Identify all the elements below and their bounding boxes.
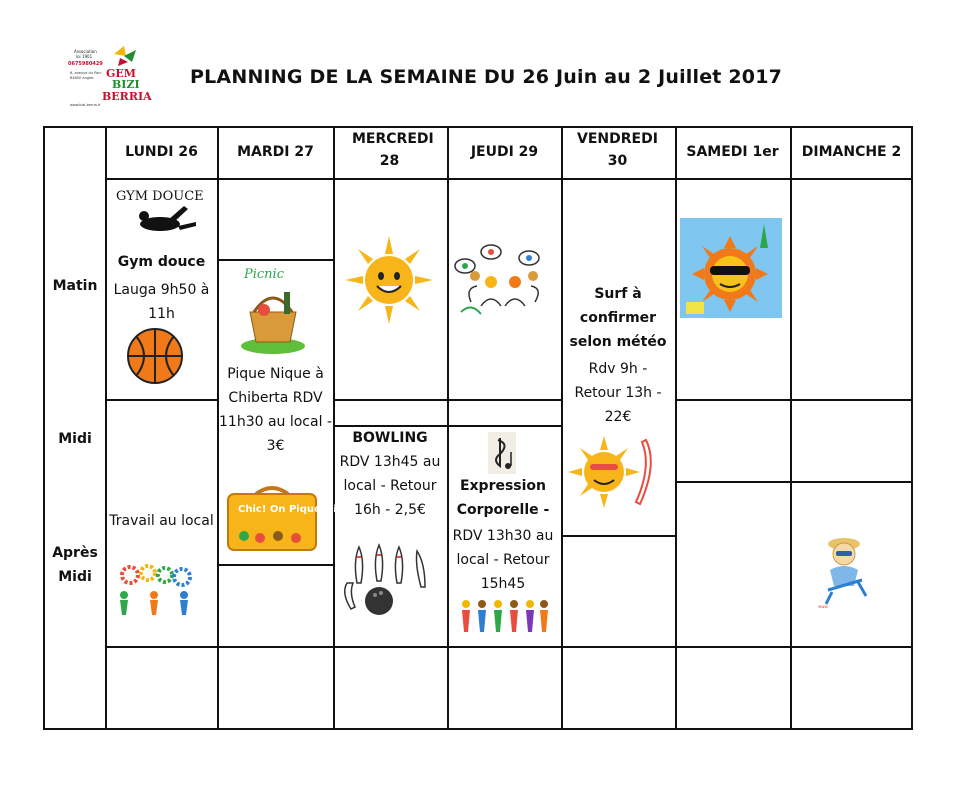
dancing-people-icon (458, 598, 550, 634)
period-afternoon: Après Midi (52, 545, 98, 585)
grid-line (561, 128, 563, 728)
svg-text:Association: Association (74, 49, 97, 54)
svg-text:Chic! On Pique-Nique: Chic! On Pique-Nique (238, 504, 358, 515)
period-morning: Matin (52, 278, 98, 294)
thursday-activity-text: RDV 13h30 au local - Retour 15h45 (452, 528, 554, 592)
sunglasses-sun-icon (680, 218, 782, 318)
svg-text:64600 Anglet: 64600 Anglet (70, 76, 94, 80)
wednesday-activity-title: BOWLING (352, 430, 428, 446)
day-header-friday: VENDREDI 30 (577, 131, 658, 169)
wednesday-activity-text: RDV 13h45 au local - Retour 16h - 2,5€ (339, 454, 441, 518)
grid-line (333, 399, 448, 401)
svg-text:6, avenue du Parc: 6, avenue du Parc (70, 71, 102, 75)
svg-text:loi 1901: loi 1901 (76, 54, 93, 59)
grid-line (105, 646, 911, 648)
svg-text:www.bizi-berria.fr: www.bizi-berria.fr (70, 103, 101, 107)
thursday-activity-title: Expression Corporelle - (456, 478, 550, 518)
friday-activity-text: Rdv 9h - Retour 13h - 22€ (574, 361, 662, 425)
picnic-basket-icon (236, 262, 310, 358)
grid-line (217, 259, 334, 261)
gym-douce-icon (108, 182, 212, 242)
grid-line (447, 425, 562, 427)
grid-line (675, 399, 911, 401)
friday-activity-title: Surf à confirmer selon météo (569, 286, 667, 350)
grid-line (105, 399, 218, 401)
svg-text:BERRIA: BERRIA (102, 90, 152, 103)
svg-text:GEM: GEM (106, 67, 136, 80)
period-noon: Midi (58, 431, 92, 447)
page-title: PLANNING DE LA SEMAINE DU 26 Juin au 2 Juillet 2017 (190, 66, 783, 88)
grid-line (561, 535, 676, 537)
bowling-icon (339, 543, 443, 619)
day-header-tuesday: MARDI 27 (237, 144, 314, 160)
monday-afternoon-text: Travail au local (109, 513, 214, 529)
picnic-bag-icon (226, 484, 358, 552)
basketball-icon (124, 326, 186, 386)
svg-text:BIZI: BIZI (112, 78, 140, 91)
relaxing-person-icon (814, 530, 876, 610)
tuesday-activity-text: Pique Nique à Chiberta RDV 11h30 au local - 3€ (219, 366, 332, 454)
grid-line (105, 178, 911, 180)
grid-line (105, 128, 107, 728)
svg-text:0675980429: 0675980429 (68, 61, 103, 67)
association-logo (62, 44, 152, 108)
discussion-group-icon (451, 242, 553, 320)
day-header-thursday: JEUDI 29 (470, 144, 539, 160)
monday-activity-title: Gym douce (117, 254, 206, 270)
monday-activity-detail: Lauga 9h50 à 11h (113, 282, 210, 322)
teamwork-gears-icon (110, 565, 196, 617)
grid-line (675, 128, 677, 728)
grid-line (447, 399, 562, 401)
grid-line (675, 481, 911, 483)
day-header-monday: LUNDI 26 (125, 144, 198, 160)
svg-text:Picnic: Picnic (244, 267, 284, 282)
grid-line (790, 128, 792, 728)
svg-text:www.: www. (818, 604, 829, 609)
music-note-icon (488, 432, 516, 474)
day-header-sunday: DIMANCHE 2 (801, 144, 902, 160)
grid-line (217, 564, 334, 566)
day-header-wednesday: MERCREDI 28 (352, 131, 434, 169)
sun-icon (343, 234, 435, 326)
surfing-sun-icon (568, 434, 658, 510)
day-header-saturday: SAMEDI 1er (686, 144, 779, 160)
grid-line (447, 128, 449, 728)
svg-text:GYM DOUCE: GYM DOUCE (116, 189, 204, 204)
grid-line (333, 128, 335, 728)
